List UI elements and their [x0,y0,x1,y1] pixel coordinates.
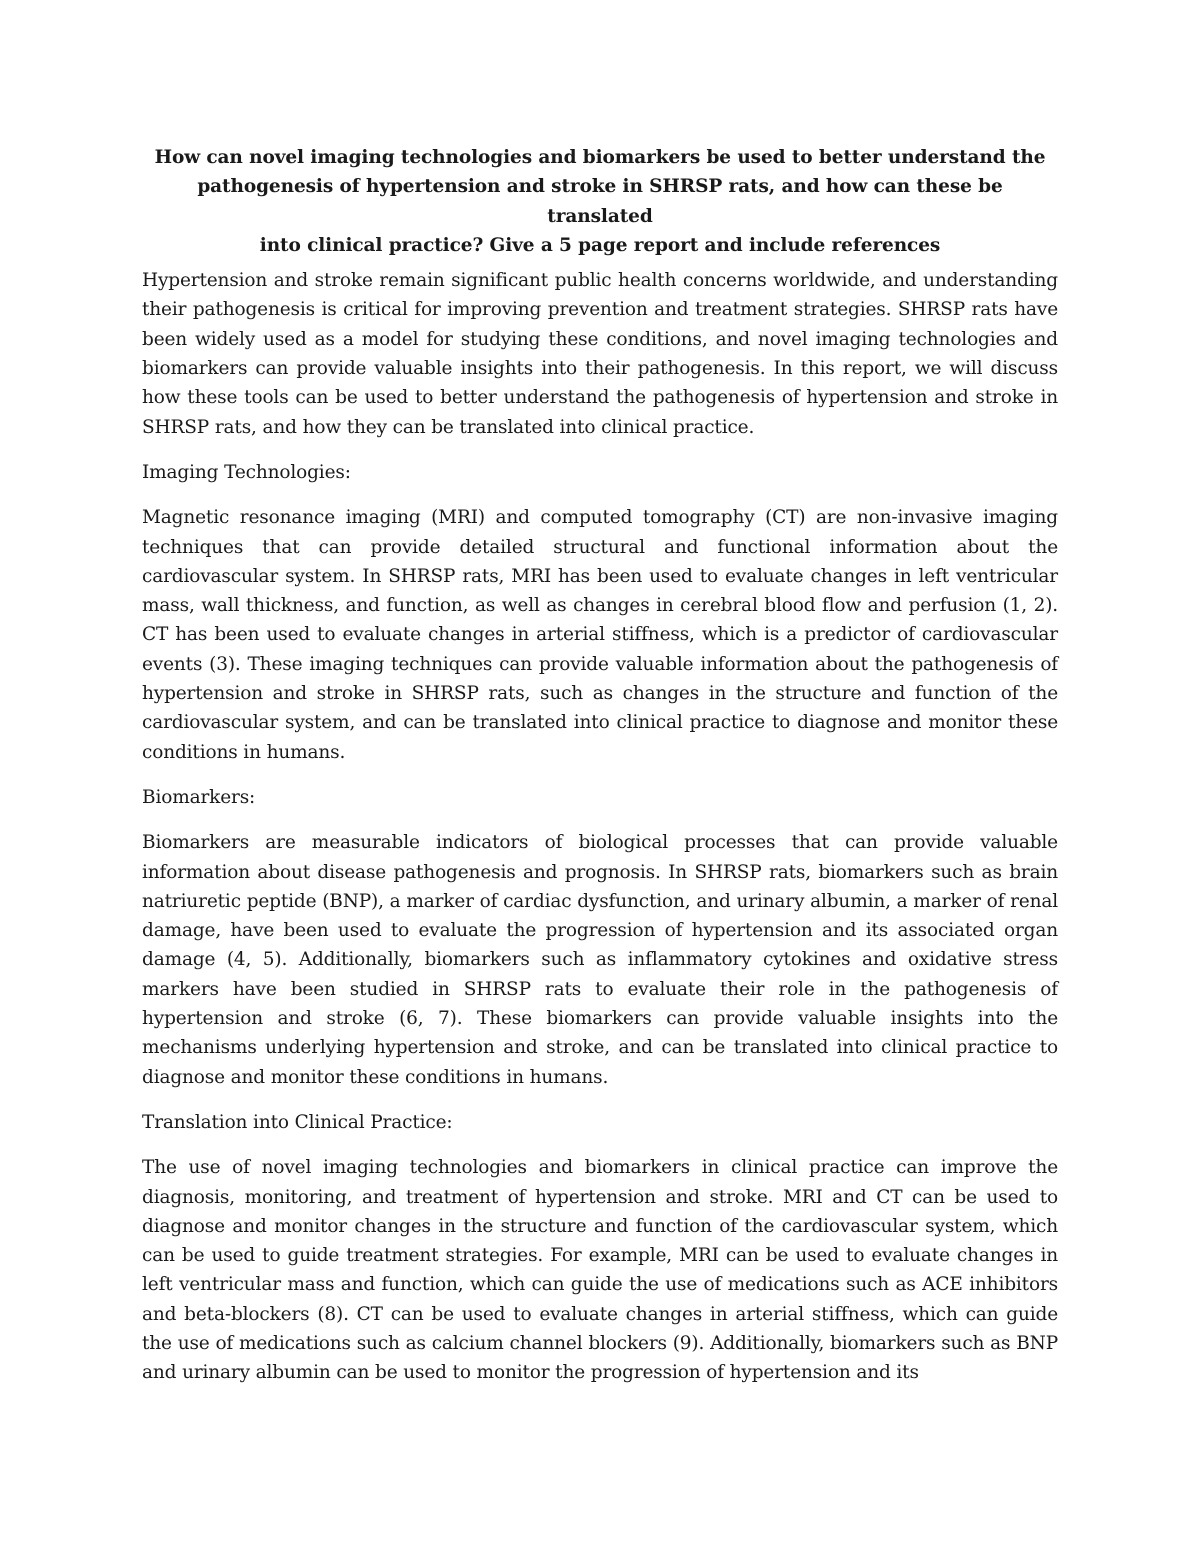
section-body-imaging: Magnetic resonance imaging (MRI) and computed tomography (CT) are non-invasive imaging techniques that can provide detailed structural and functional information about the cardiovascular system. In SHRSP rats, MRI has been used to evaluate changes in left ventricular mass, wall thickness, and function, as well as changes in cerebral blood flow and perfusion (1, 2). CT has been used to evaluate changes in arterial stiffness, which is a predictor of cardiovascular events (3). These imaging techniques can provide valuable information about the pathogenesis of hypertension and stroke in SHRSP rats, such as changes in the structure and function of the cardiovascular system, and can be translated into clinical practice to diagnose and monitor these conditions in humans. [142,507,1058,763]
section-body-translation: The use of novel imaging technologies and biomarkers in clinical practice can improve the diagnosis, monitoring, and treatment of hypertension and stroke. MRI and CT can be used to diagnose and monitor changes in the structure and function of the cardiovascular system, which can be used to guide treatment strategies. For example, MRI can be used to evaluate changes in left ventricular mass and function, which can guide the use of medications such as ACE inhibitors and beta-blockers (8). CT can be used to evaluate changes in arterial stiffness, which can guide the use of medications such as calcium channel blockers (9). Additionally, biomarkers such as BNP and urinary albumin can be used to monitor the progression of hypertension and its [142,1157,1058,1384]
title-line-2: pathogenesis of hypertension and stroke in SHRSP rats, and how can these be translated [197,176,1003,227]
section-heading-translation: Translation into Clinical Practice: [142,1111,453,1133]
title-line-1: How can novel imaging technologies and biomarkers be used to better understand the [154,147,1046,168]
document-title [142,143,1058,260]
title-line-3: into clinical practice? Give a 5 page report and include references [259,234,941,256]
section-heading-biomarkers: Biomarkers: [142,786,256,808]
section-heading-imaging: Imaging Technologies: [142,461,351,483]
intro-paragraph: Hypertension and stroke remain significant public health concerns worldwide, and understanding their pathogenesis is critical for improving prevention and treatment strategies. SHRSP rats have been widely used as a model for studying these conditions, and novel imaging technologies and biomarkers can provide valuable insights into their pathogenesis. In this report, we will discuss how these tools can be used to better understand the pathogenesis of hypertension and stroke in SHRSP rats, and how they can be translated into clinical practice. [142,270,1058,438]
document-content [142,143,1058,1404]
section-body-biomarkers: Biomarkers are measurable indicators of biological processes that can provide valuable information about disease pathogenesis and prognosis. In SHRSP rats, biomarkers such as brain natriuretic peptide (BNP), a marker of cardiac dysfunction, and urinary albumin, a marker of renal damage, have been used to evaluate the progression of hypertension and its associated organ damage (4, 5). Additionally, biomarkers such as inflammatory cytokines and oxidative stress markers have been studied in SHRSP rats to evaluate their role in the pathogenesis of hypertension and stroke (6, 7). These biomarkers can provide valuable insights into the mechanisms underlying hypertension and stroke, and can be translated into clinical practice to diagnose and monitor these conditions in humans. [142,832,1058,1088]
